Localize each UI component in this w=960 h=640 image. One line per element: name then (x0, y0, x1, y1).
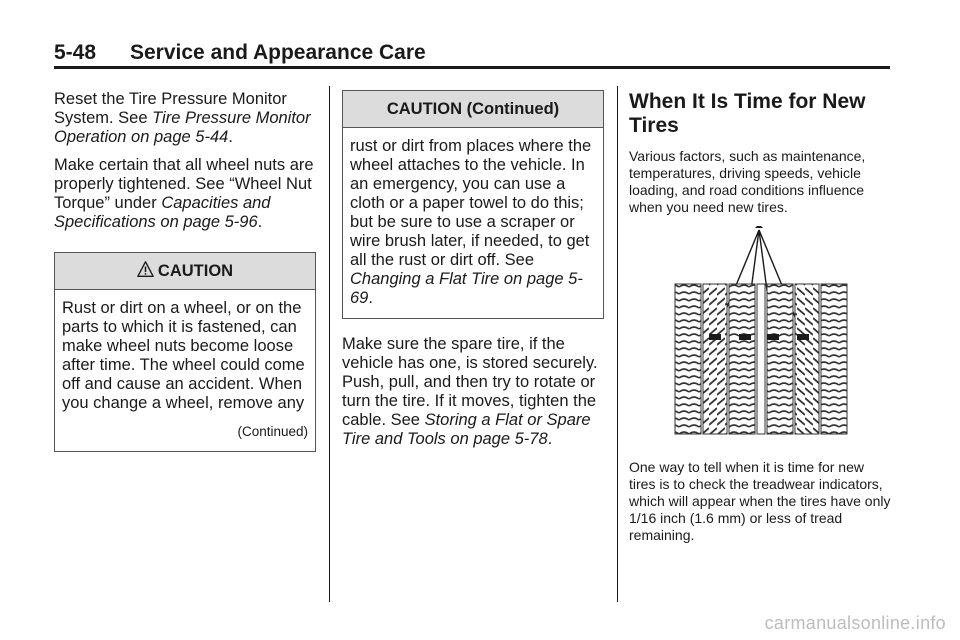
warning-triangle-icon (137, 261, 154, 278)
page-header (54, 40, 890, 69)
tire-tread-illustration (629, 226, 891, 441)
caution-header (55, 253, 315, 290)
caution-body (55, 290, 315, 451)
link-changing-flat-tire[interactable]: Changing a Flat Tire on page 5-69 (350, 270, 583, 307)
paragraph-spare-tire: Make sure the spare tire, if the vehicle has one, is stored securely. Push, pull, and then try to rotate or turn the tire. If it moves, tighten the cable. See Storing a Flat or Spare Tire and Tools on page 5-78. (342, 335, 598, 448)
paragraph-treadwear: One way to tell when it is time for new tires is to check the treadwear indicators, which will appear when the tires have only 1/16 inch (1.6 mm) or less of tread remaining. (629, 459, 891, 543)
section-title: Service and Appearance Care (130, 41, 426, 64)
caution-continued-box (342, 90, 604, 319)
column-3 (629, 90, 891, 552)
paragraph-reset-monitor: Reset the Tire Pressure Monitor System. See Tire Pressure Monitor Operation on page 5-44. (54, 90, 311, 146)
section-heading: When It Is Time for New Tires (629, 90, 866, 137)
paragraph-factors: Various factors, such as maintenance, temperatures, driving speeds, vehicle loading, and road conditions influence when you need new tires. (629, 148, 866, 215)
paragraph-wheel-nuts: Make certain that all wheel nuts are properly tightened. See “Wheel Nut Torque” under Capacities and Specifications on page 5-96. (54, 156, 314, 231)
column-divider-1 (329, 86, 330, 602)
caution-title: CAUTION (157, 262, 234, 280)
watermark: carmanualsonline.info (764, 613, 946, 633)
continued-label: (Continued) (237, 424, 308, 439)
caution-continued-body: rust or dirt from places where the wheel attaches to the vehicle. In an emergency, you can use a cloth or a paper towel to do this; but be sure to use a scraper or wire brush later, if needed, to get all the rust or dirt off. See Changing a Flat Tire on page 5-69. (350, 137, 592, 307)
caution-text: Rust or dirt on a wheel, or on the parts to which it is fastened, can make wheel nuts become loose after time. The wheel could come off and cause an accident. When you change a wheel, remove any (62, 299, 305, 412)
caution-continued-header: CAUTION (Continued) (343, 91, 603, 128)
column-divider-2 (617, 86, 618, 602)
column-2 (342, 90, 604, 458)
caution-box (54, 252, 316, 452)
link-capacities-specifications[interactable]: Capacities and Specifications on page 5-96 (54, 194, 271, 231)
column-1 (54, 90, 316, 452)
link-storing-flat-spare[interactable]: Storing a Flat or Spare Tire and Tools on page 5-78 (342, 411, 591, 448)
link-tire-pressure-monitor[interactable]: Tire Pressure Monitor Operation on page 5-44 (54, 109, 311, 146)
page-number: 5-48 (54, 41, 97, 64)
